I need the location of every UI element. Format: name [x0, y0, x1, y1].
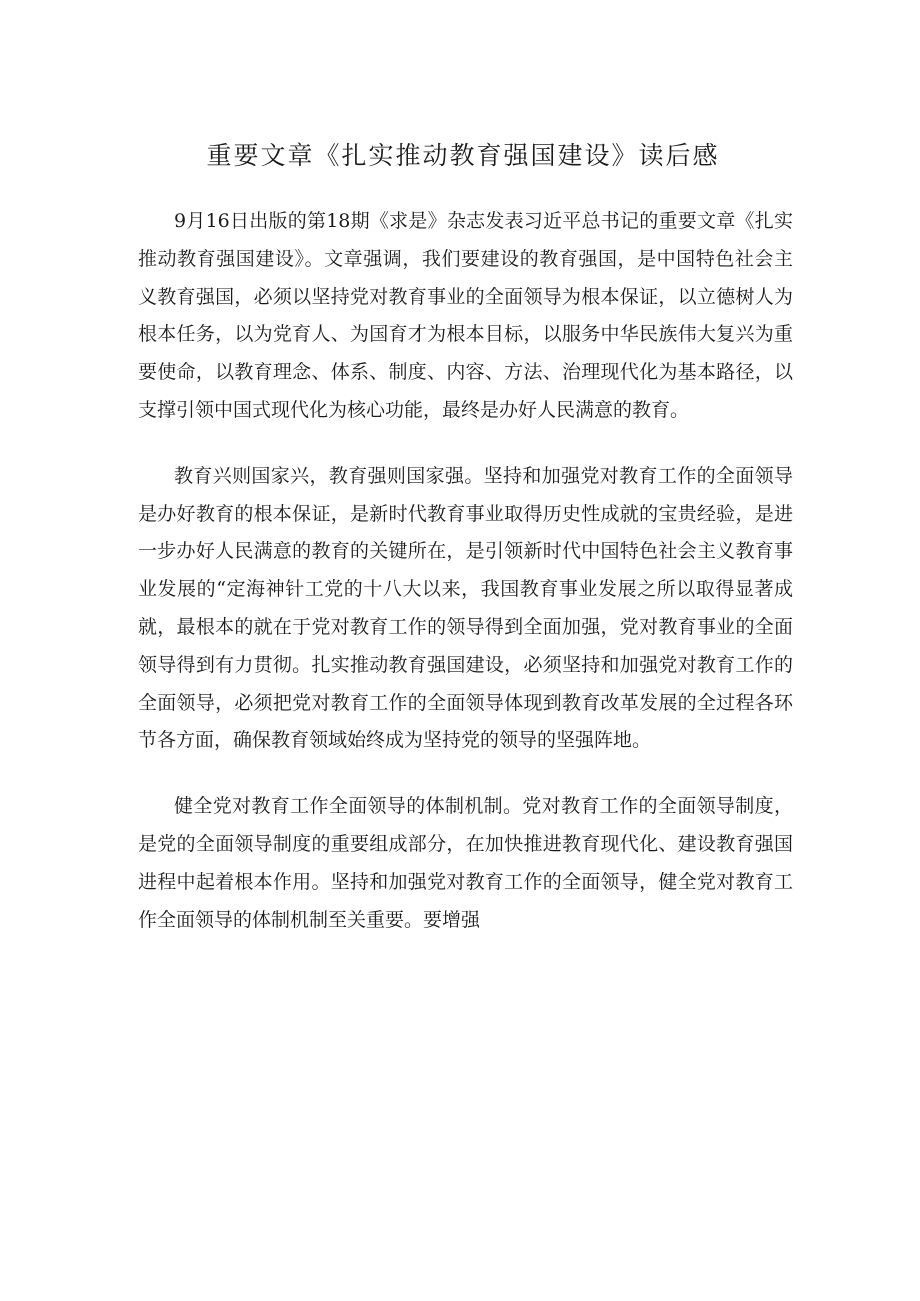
paragraph-2: 教育兴则国家兴，教育强则国家强。坚持和加强党对教育工作的全面领导是办好教育的根本保证，是新时代教育事业取得历史性成就的宝贵经验，是进一步办好人民满意的教育的关键所在，是引领新时代中国特色社会主义教育事业发展的“定海神针工党的十八大以来，我国教育事业发展之所以取得显著成就，最根本的就在于党对教育工作的领导得到全面加强，党对教育事业的全面领导得到有力贯彻。扎实推动教育强国建设，必须坚持和加强党对教育工作的全面领导，必须把党对教育工作的全面领导体现到教育改革发展的全过程各环节各方面，确保教育领域始终成为坚持党的领导的坚强阵地。: [138, 464, 793, 752]
paragraph-1: 9月16日出版的第18期《求是》杂志发表习近平总书记的重要文章《扎实推动教育强国建设》。文章强调，我们要建设的教育强国，是中国特色社会主义教育强国，必须以坚持党对教育事业的全面领导为根本保证，以立德树人为根本任务，以为党育人、为国育才为根本目标，以服务中华民族伟大复兴为重要使命，以教育理念、体系、制度、内容、方法、治理现代化为基本路径，以支撑引领中国式现代化为核心功能，最终是办好人民满意的教育。: [138, 210, 793, 421]
document-title: 重要文章《扎实推动教育强国建设》读后感: [206, 141, 720, 170]
document-body: [138, 203, 793, 967]
paragraph-3: 健全党对教育工作全面领导的体制机制。党对教育工作的全面领导制度，是党的全面领导制度的重要组成部分，在加快推进教育现代化、建设教育强国进程中起着根本作用。坚持和加强党对教育工作的全面领导，健全党对教育工作全面领导的体制机制至关重要。要增强: [138, 795, 793, 931]
